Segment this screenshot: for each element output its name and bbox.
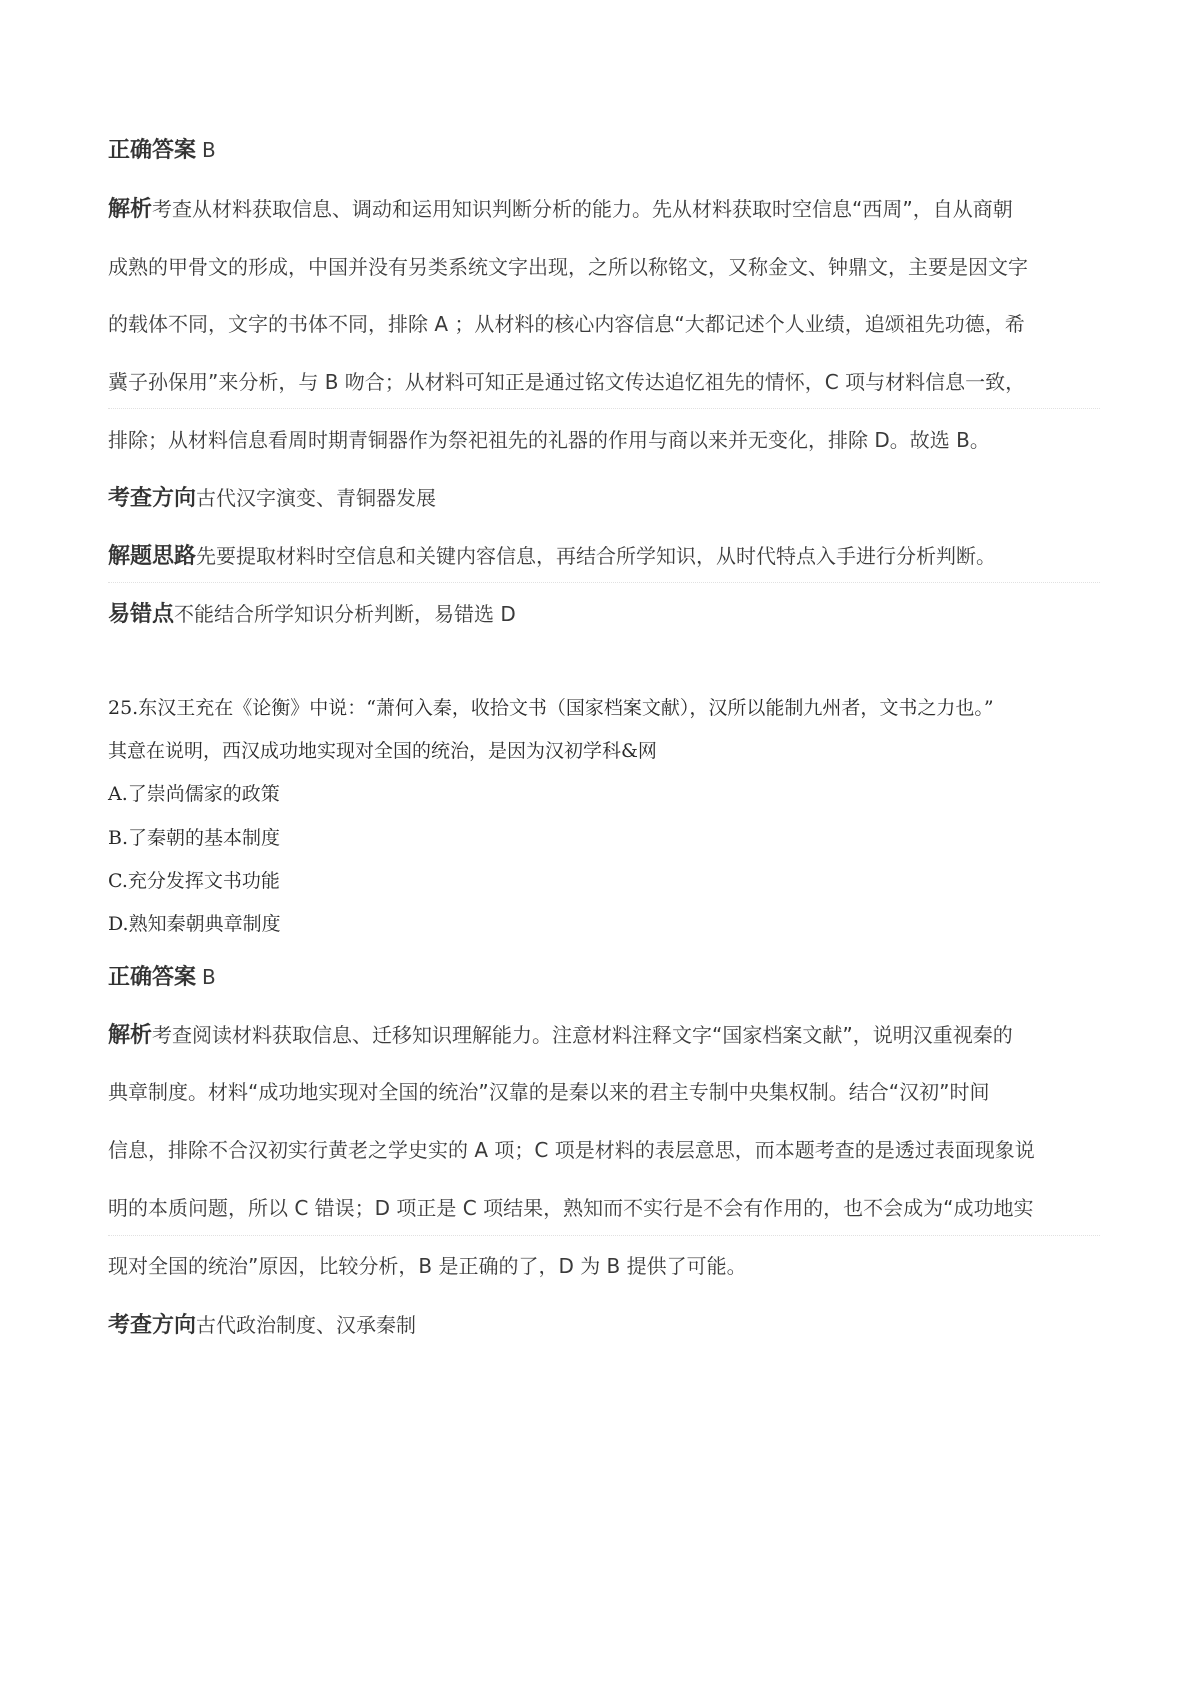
q24-analysis-line-3: 的载体不同，文字的书体不同，排除 A ；从材料的核心内容信息“大都记述个人业绩，追颂祖先功德，希 — [108, 312, 1025, 336]
q25-direction-row — [108, 1312, 416, 1339]
q24-answer-label: 正确答案 — [108, 138, 197, 163]
q24-analysis-text: 考查从材料获取信息、调动和运用知识判断分析的能力。先从材料获取时空信息“西周”，自从商朝 — [152, 197, 1013, 221]
q25-option-d: D.熟知秦朝典章制度 — [108, 913, 281, 935]
divider — [108, 582, 1100, 583]
q24-answer-value: B — [202, 138, 216, 162]
q24-analysis-line-1 — [108, 196, 1013, 223]
q24-approach-row — [108, 543, 996, 570]
q24-direction-label: 考查方向 — [108, 486, 197, 511]
q24-answer-row — [108, 137, 216, 164]
q24-direction-value: 古代汉字演变、青铜器发展 — [196, 486, 437, 510]
q24-mistake-row — [108, 601, 516, 628]
q25-option-b: B.了秦朝的基本制度 — [108, 827, 281, 849]
q25-direction-label: 考查方向 — [108, 1313, 197, 1338]
q25-question-line-1: 25.东汉王充在《论衡》中说：“萧何入秦，收拾文书（国家档案文献），汉所以能制九州者，文书之力也。” — [108, 697, 994, 719]
q25-option-c: C.充分发挥文书功能 — [108, 870, 280, 892]
q25-analysis-line-5: 现对全国的统治”原因，比较分析，B 是正确的了，D 为 B 提供了可能。 — [108, 1254, 747, 1278]
q25-option-a: A.了崇尚儒家的政策 — [108, 783, 280, 805]
q25-analysis-line-1 — [108, 1022, 1013, 1049]
q24-mistake-value: 不能结合所学知识分析判断，易错选 D — [174, 602, 516, 626]
divider — [108, 408, 1100, 409]
q25-answer-value: B — [202, 965, 216, 989]
q24-analysis-line-4: 冀子孙保用”来分析，与 B 吻合；从材料可知正是通过铭文传达追忆祖先的情怀，C 项与材料信息一致， — [108, 370, 1026, 394]
q24-analysis-label: 解析 — [108, 197, 153, 222]
q25-analysis-text: 考查阅读材料获取信息、迁移知识理解能力。注意材料注释文字“国家档案文献”，说明汉重视秦的 — [152, 1023, 1013, 1047]
q24-mistake-label: 易错点 — [108, 602, 175, 627]
q25-answer-label: 正确答案 — [108, 965, 197, 990]
q24-direction-row — [108, 485, 436, 512]
q25-direction-value: 古代政治制度、汉承秦制 — [196, 1313, 417, 1337]
q24-approach-value: 先要提取材料时空信息和关键内容信息，再结合所学知识，从时代特点入手进行分析判断。 — [196, 544, 997, 568]
document-page — [108, 0, 1100, 1698]
q24-analysis-line-5: 排除；从材料信息看周时期青铜器作为祭祀祖先的礼器的作用与商以来并无变化，排除 D。故选 B。 — [108, 428, 990, 452]
q24-analysis-line-2: 成熟的甲骨文的形成，中国并没有另类系统文字出现，之所以称铭文，又称金文、钟鼎文，主要是因文字 — [108, 255, 1028, 279]
q25-analysis-line-4: 明的本质问题，所以 C 错误；D 项正是 C 项结果，熟知而不实行是不会有作用的，也不会成为“成功地实 — [108, 1196, 1034, 1220]
q25-analysis-line-2: 典章制度。材料“成功地实现对全国的统治”汉靠的是秦以来的君主专制中央集权制。结合“汉初”时间 — [108, 1080, 990, 1104]
q25-analysis-label: 解析 — [108, 1023, 153, 1048]
q25-question-line-2: 其意在说明，西汉成功地实现对全国的统治，是因为汉初学科&网 — [108, 740, 657, 762]
divider — [108, 1235, 1100, 1236]
q25-analysis-line-3: 信息，排除不合汉初实行黄老之学史实的 A 项；C 项是材料的表层意思，而本题考查的是透过表面现象说 — [108, 1138, 1035, 1162]
q25-answer-row — [108, 964, 216, 991]
q24-approach-label: 解题思路 — [108, 544, 197, 569]
